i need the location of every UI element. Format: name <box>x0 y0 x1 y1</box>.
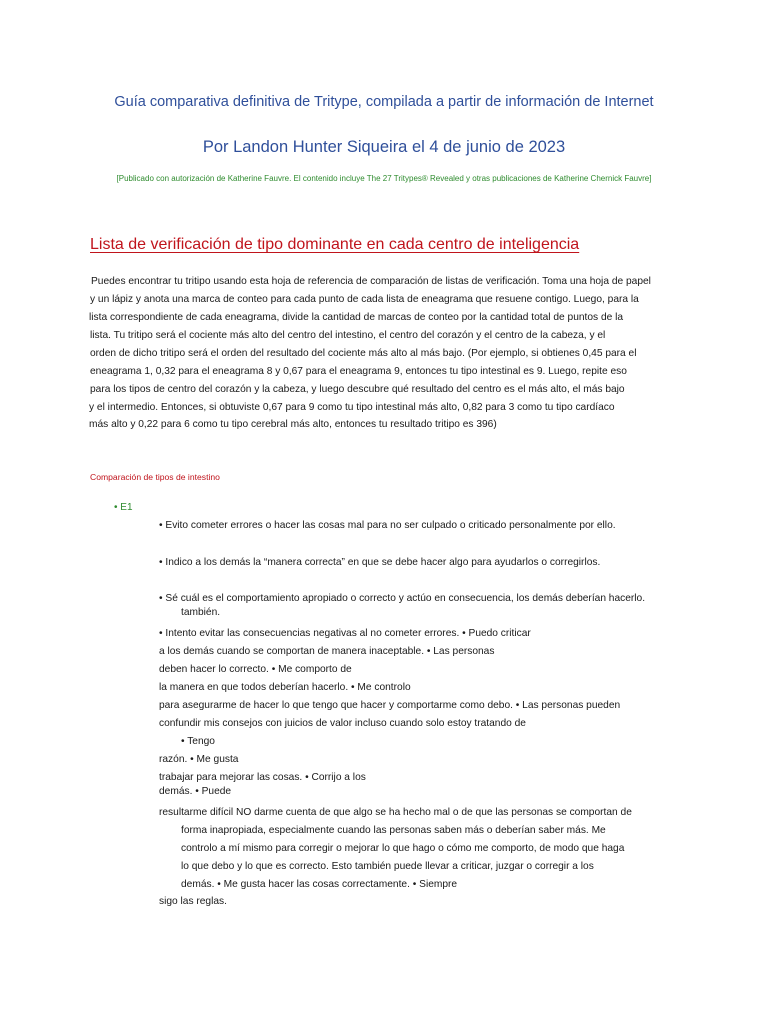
intro-line: lista. Tu tritipo será el cociente más alto del centro del intestino, el centro del corazón y el centro de la cabeza, y el <box>90 330 606 341</box>
section-heading: Lista de verificación de tipo dominante en cada centro de inteligencia <box>90 236 580 253</box>
checklist-line: razón. • Me gusta <box>159 754 239 765</box>
intro-line: y el intermedio. Entonces, si obtuviste 0,67 para 9 como tu tipo intestinal más alto, 0,82 para 3 como tu tipo cardíaco <box>89 402 615 413</box>
document-byline: Por Landon Hunter Siqueira el 4 de junio de 2023 <box>202 138 566 156</box>
intro-line: lista correspondiente de cada eneagrama, divide la cantidad de marcas de conteo por la cantidad total de puntos de la <box>89 312 624 323</box>
intro-line: y un lápiz y anota una marca de conteo para cada punto de cada lista de eneagrama que resuene contigo. Luego, para la <box>90 294 639 305</box>
checklist-line: deben hacer lo correcto. • Me comporto de <box>159 664 352 675</box>
checklist-line: también. <box>181 607 221 618</box>
checklist-line: demás. • Puede <box>159 786 232 797</box>
checklist-line: la manera en que todos deberían hacerlo. • Me controlo <box>159 682 411 693</box>
checklist-line: confundir mis consejos con juicios de valor incluso cuando solo estoy tratando de <box>159 718 526 729</box>
checklist-line: • Tengo <box>181 736 215 747</box>
checklist-line: a los demás cuando se comportan de manera inaceptable. • Las personas <box>159 646 495 657</box>
checklist-line: lo que debo y lo que es correcto. Esto también puede llevar a criticar, juzgar o corregir a los <box>181 861 594 872</box>
checklist-line: forma inapropiada, especialmente cuando las personas saben más o deberían saber más. Me <box>181 825 606 836</box>
checklist-line: controlo a mí mismo para corregir o mejorar lo que hago o cómo me comporto, de modo que haga <box>181 843 625 854</box>
checklist-line: • Intento evitar las consecuencias negativas al no cometer errores. • Puedo criticar <box>159 628 531 639</box>
checklist-line: resultarme difícil NO darme cuenta de que algo se ha hecho mal o de que las personas se comportan de <box>159 807 632 818</box>
checklist-line: para asegurarme de hacer lo que tengo que hacer y comportarme como debo. • Las personas pueden <box>159 700 621 711</box>
publication-note: [Publicado con autorización de Katherine Fauvre. El contenido incluye The 27 Tritypes® Revealed y otras publicaciones de Katherine Chernick Fauvre] <box>116 174 652 183</box>
intro-line: eneagrama 1, 0,32 para el eneagrama 8 y 0,67 para el eneagrama 9, entonces tu tipo intestinal es 9. Luego, repite eso <box>90 366 627 377</box>
intro-line: más alto y 0,22 para 6 como tu tipo cerebral más alto, entonces tu resultado tritipo es 396) <box>89 419 497 430</box>
document-title: Guía comparativa definitiva de Tritype, compilada a partir de información de Internet <box>114 94 654 110</box>
intro-line: para los tipos de centro del corazón y la cabeza, y luego descubre qué resultado del centro es el más alto, el más bajo <box>90 384 625 395</box>
checklist-line: sigo las reglas. <box>159 896 227 907</box>
checklist-line: trabajar para mejorar las cosas. • Corrijo a los <box>159 772 366 783</box>
enneagram-type-label: • E1 <box>114 502 133 513</box>
checklist-line: demás. • Me gusta hacer las cosas correctamente. • Siempre <box>181 879 458 890</box>
intro-line: orden de dicho tritipo será el orden del resultado del cociente más alto al más bajo. (Por ejemplo, si obtienes 0,45 para el <box>90 348 637 359</box>
checklist-line: • Sé cuál es el comportamiento apropiado o correcto y actúo en consecuencia, los demás deberían hacerlo. <box>159 593 646 604</box>
comparison-subheading: Comparación de tipos de intestino <box>90 472 220 482</box>
intro-line: Puedes encontrar tu tritipo usando esta hoja de referencia de comparación de listas de verificación. Toma una hoja de papel <box>91 276 651 287</box>
checklist-line: • Indico a los demás la “manera correcta” en que se debe hacer algo para ayudarlos o corregirlos. <box>159 557 601 568</box>
checklist-line: • Evito cometer errores o hacer las cosas mal para no ser culpado o criticado personalmente por ello. <box>159 520 616 531</box>
